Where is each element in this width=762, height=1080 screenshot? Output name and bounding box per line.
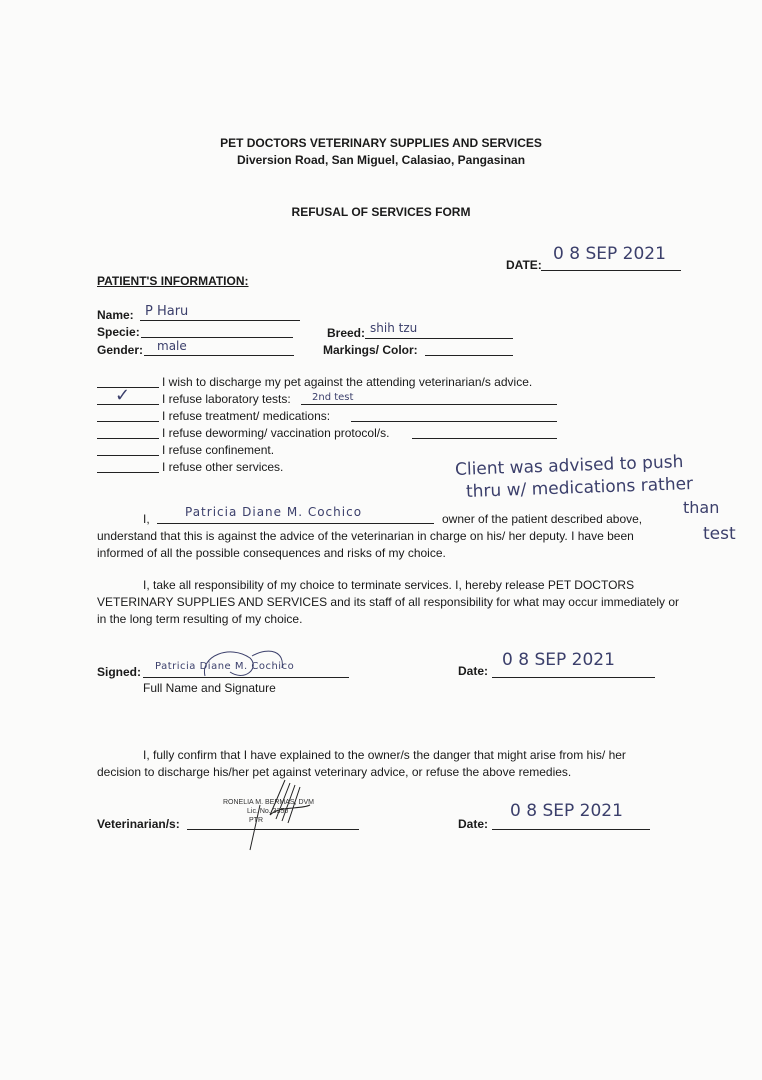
release-line-3: in the long term resulting of my choice. xyxy=(97,612,303,626)
option-6-text: I refuse other services. xyxy=(162,460,284,474)
vet-date-stamp: 0 8 SEP 2021 xyxy=(510,801,623,821)
option-4-blank xyxy=(97,438,159,439)
confirmation-line-2: decision to discharge his/her pet against veterinary advice, or refuse the above remedies. xyxy=(97,765,572,779)
gender-label: Gender: xyxy=(97,343,144,357)
statement-prefix: I, xyxy=(143,512,150,526)
owner-date-stamp: 0 8 SEP 2021 xyxy=(502,650,615,670)
date-top-label: DATE: xyxy=(506,258,542,272)
owner-date-label: Date: xyxy=(458,664,489,678)
patient-section-title: PATIENT'S INFORMATION: xyxy=(97,274,249,288)
option-5-text: I refuse confinement. xyxy=(162,443,275,457)
release-line-2: VETERINARY SUPPLIES AND SERVICES and its staff of all responsibility for what may occur immediately or xyxy=(97,595,680,609)
gender-value: male xyxy=(157,339,187,353)
owner-signature-name: Patricia Diane M. Cochico xyxy=(155,661,295,672)
signed-label: Signed: xyxy=(97,665,141,679)
statement-line-2: understand that this is against the advice of the veterinarian in charge on his/ her deputy. I have been xyxy=(97,529,634,543)
option-2-check-icon: ✓ xyxy=(115,385,131,406)
vet-stamp-ptr: PTR xyxy=(249,817,263,824)
note-line-3: than xyxy=(683,498,720,517)
option-3-text: I refuse treatment/ medications: xyxy=(162,409,331,423)
vet-stamp-name: RONELIA M. BERMAS, DVM xyxy=(223,799,315,806)
breed-value: shih tzu xyxy=(370,321,418,335)
specie-line xyxy=(141,337,293,338)
specie-label: Specie: xyxy=(97,325,140,339)
owner-name-line xyxy=(157,523,434,524)
signed-caption: Full Name and Signature xyxy=(143,681,276,695)
form-title: REFUSAL OF SERVICES FORM xyxy=(291,205,471,219)
confirmation-line-1: I, fully confirm that I have explained to the owner/s the danger that might arise from his/ her xyxy=(143,748,626,762)
option-5-blank xyxy=(97,455,159,456)
release-line-1: I, take all responsibility of my choice to terminate services. I, hereby release PET DOCTORS xyxy=(143,578,635,592)
company-name: PET DOCTORS VETERINARY SUPPLIES AND SERVICES xyxy=(220,136,542,150)
statement-line-3: informed of all the possible consequences and risks of my choice. xyxy=(97,546,446,560)
name-value: P Haru xyxy=(145,304,189,319)
note-line-1: Client was advised to push xyxy=(454,452,684,480)
option-6-blank xyxy=(97,472,159,473)
name-line xyxy=(140,320,300,321)
markings-line xyxy=(425,355,513,356)
option-4-detail-line xyxy=(412,438,557,439)
gender-line xyxy=(144,355,294,356)
note-line-4: test xyxy=(703,524,736,544)
date-top-stamp: 0 8 SEP 2021 xyxy=(553,244,666,264)
breed-label: Breed: xyxy=(327,326,366,340)
vet-signature-scribble xyxy=(240,775,330,855)
statement-line-1: owner of the patient described above, xyxy=(442,512,643,526)
option-3-blank xyxy=(97,421,159,422)
option-2-detail-line xyxy=(301,404,557,405)
option-3-detail-line xyxy=(351,421,557,422)
option-2-text: I refuse laboratory tests: xyxy=(162,392,291,406)
veterinarian-label: Veterinarian/s: xyxy=(97,817,180,831)
date-top-line xyxy=(541,270,681,271)
option-4-text: I refuse deworming/ vaccination protocol/s. xyxy=(162,426,390,440)
vet-date-line xyxy=(492,829,650,830)
note-line-2: thru w/ medications rather xyxy=(465,474,694,502)
breed-line xyxy=(365,338,513,339)
vet-date-label: Date: xyxy=(458,817,489,831)
name-label: Name: xyxy=(97,308,134,322)
owner-name-handwritten: Patricia Diane M. Cochico xyxy=(185,505,363,519)
vet-stamp-license: Lic. No. 3350 xyxy=(247,808,289,815)
owner-date-line xyxy=(492,677,655,678)
markings-label: Markings/ Color: xyxy=(323,343,418,357)
company-address: Diversion Road, San Miguel, Calasiao, Pangasinan xyxy=(236,153,526,167)
option-2-detail: 2nd test xyxy=(312,392,354,403)
option-1-text: I wish to discharge my pet against the attending veterinarian/s advice. xyxy=(162,375,533,389)
